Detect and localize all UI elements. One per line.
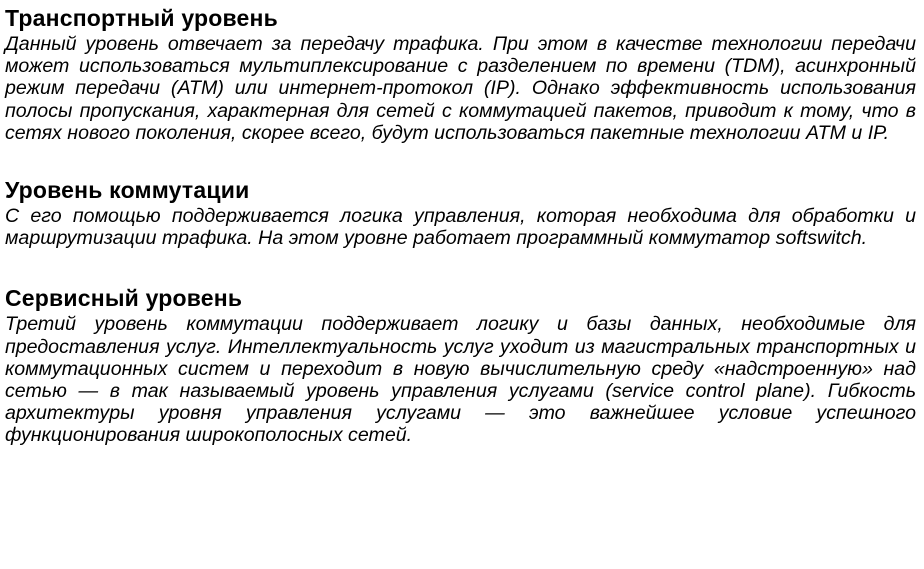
document-page [5, 0, 916, 447]
section-heading: Сервисный уровень [5, 285, 243, 312]
section-body: С его помощью поддерживается логика управления, которая необходима для обработки и маршрутизации трафика. На этом уровне работает программный коммутатор softswitch. [5, 205, 916, 250]
section-switching-layer [5, 175, 916, 249]
section-body: Данный уровень отвечает за передачу трафика. При этом в качестве технологии передачи может использоваться мультиплексирование с разделением по времени (TDM), асинхронный режим передачи (ATM) или интернет-протокол (IP). Однако эффективность использования полосы пропускания, характерная для сетей с коммутацией пакетов, приводит к тому, что в сетях нового поколения, скорее всего, будут использоваться пакетные технологии ATM и IP. [5, 33, 916, 144]
section-service-layer [5, 283, 916, 446]
section-heading: Уровень коммутации [5, 177, 250, 204]
section-heading: Транспортный уровень [5, 5, 278, 31]
section-body: Третий уровень коммутации поддерживает логику и базы данных, необходимые для предоставления услуг. Интеллектуальность услуг уходит из магистральных транспортных и коммутационных систем и переходит в новую вычислительную среду «надстроенную» над сетью — в так называемый уровень управления услугами (service control plane). Гибкость архитектуры уровня управления услугами — это важнейшее условие успешного функционирования широкополосных сетей. [5, 313, 916, 447]
section-transport-layer [5, 3, 916, 144]
